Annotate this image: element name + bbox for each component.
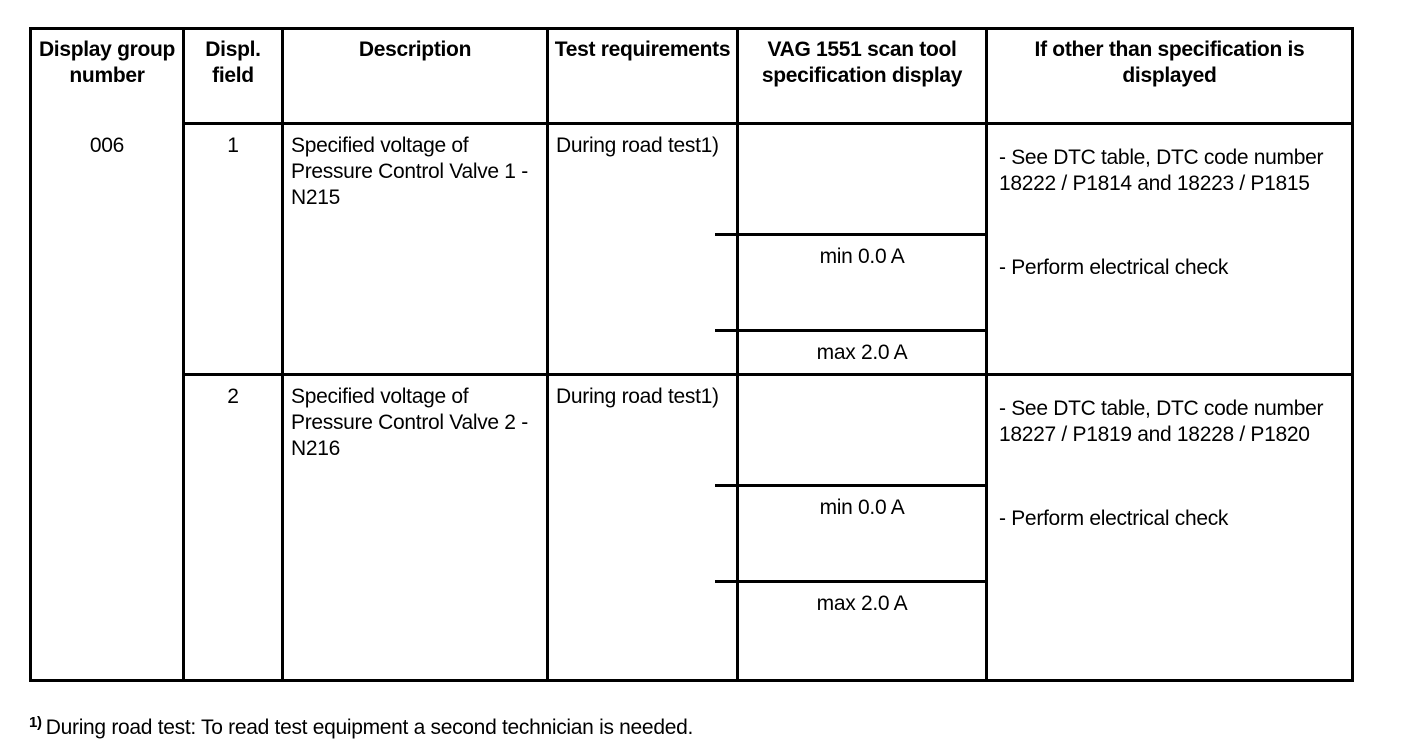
header-test-requirements: Test requirements — [554, 38, 731, 61]
footnote-marker: 1) — [29, 714, 42, 731]
table-frame — [29, 27, 1354, 682]
column-divider — [985, 27, 988, 682]
column-divider — [281, 27, 284, 682]
header-spec-display: VAG 1551 scan tool specification display — [761, 38, 963, 87]
row-2-test-requirement: During road test1) — [556, 385, 719, 408]
column-divider — [546, 27, 549, 682]
row-2-action-electrical: - Perform electrical check — [999, 507, 1229, 530]
group-number: 006 — [89, 134, 125, 157]
row-1-action-electrical: - Perform electrical check — [999, 256, 1229, 279]
footnote-text: During road test: To read test equipment a second technician is needed. — [45, 716, 693, 739]
spec-subrow-rule — [715, 484, 987, 487]
row-2-field: 2 — [227, 385, 239, 408]
spec-subrow-rule — [715, 233, 987, 236]
row-1-spec-min: min 0.0 A — [819, 245, 905, 268]
spec-subrow-rule — [715, 329, 987, 332]
spec-subrow-rule — [715, 580, 987, 583]
column-divider — [182, 27, 185, 682]
header-group-number: Display group number — [38, 38, 176, 87]
row-1-action-dtc: - See DTC table, DTC code number 18222 / P1814 and 18223 / P1815 — [999, 146, 1324, 195]
row-2-spec-min: min 0.0 A — [819, 496, 905, 519]
row-separator — [182, 373, 1354, 376]
header-description: Description — [358, 38, 472, 61]
row-2-description: Specified voltage of Pressure Control Valve 2 -N216 — [291, 385, 528, 460]
row-1-field: 1 — [227, 134, 239, 157]
header-if-other: If other than specification is displayed — [1034, 38, 1305, 87]
row-1-description: Specified voltage of Pressure Control Valve 1 -N215 — [291, 134, 528, 209]
row-2-action-dtc: - See DTC table, DTC code number 18227 / P1819 and 18228 / P1820 — [999, 397, 1324, 446]
row-2-spec-max: max 2.0 A — [816, 592, 908, 615]
header-rule — [182, 122, 1354, 125]
row-1-test-requirement: During road test1) — [556, 134, 719, 157]
header-field: Displ. field — [205, 38, 261, 87]
footnote — [29, 709, 693, 742]
row-1-spec-max: max 2.0 A — [816, 341, 908, 364]
